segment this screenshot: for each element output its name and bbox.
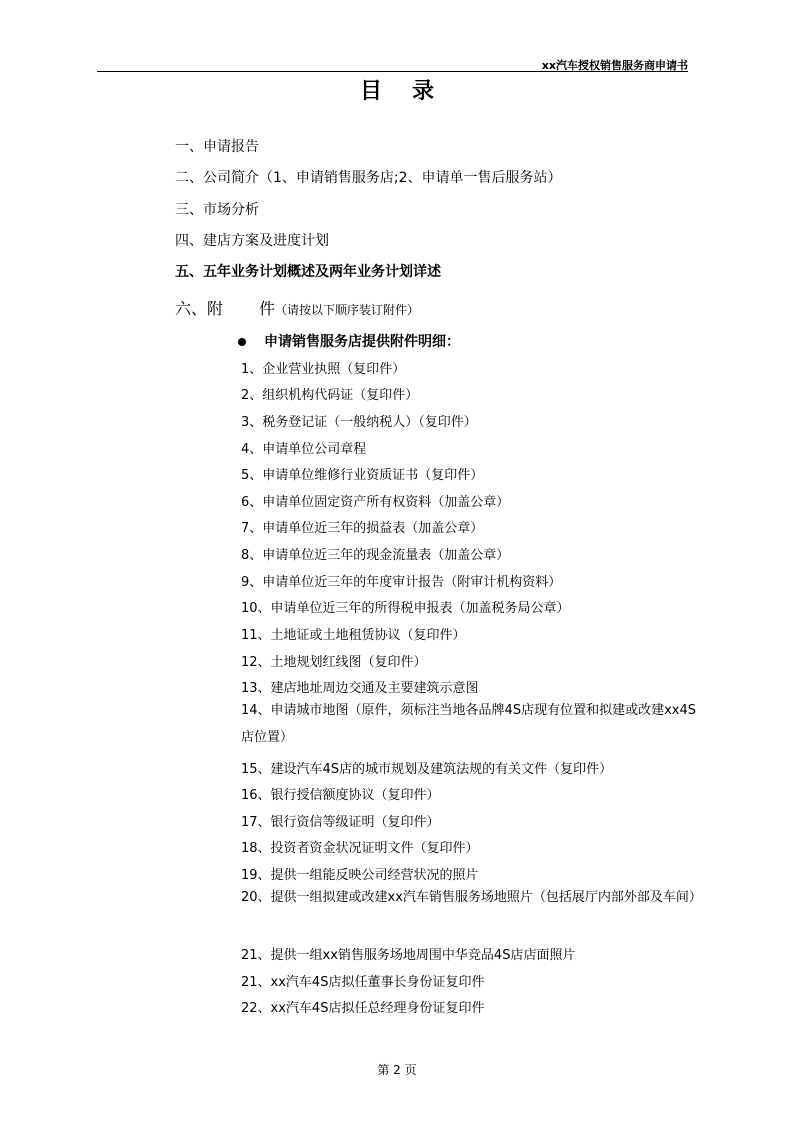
toc-item-5: 五、五年业务计划概述及两年业务计划详述	[175, 264, 441, 280]
attachment-list-heading	[236, 331, 460, 351]
attachment-item: 13、建店地址周边交通及主要建筑示意图	[241, 681, 479, 696]
toc-item-1: 一、申请报告	[175, 139, 259, 155]
bullet-icon	[238, 338, 246, 346]
attachment-item: 8、申请单位近三年的现金流量表（加盖公章）	[241, 548, 510, 563]
attachment-item: 3、税务登记证（一般纳税人）（复印件）	[241, 415, 477, 430]
attachment-item: 16、银行授信额度协议（复印件）	[241, 788, 440, 803]
attachment-item: 21、提供一组xx销售服务场地周围中华竞品4S店店面照片	[241, 948, 576, 963]
toc-item-6	[175, 296, 419, 319]
attachment-list-heading-text: 申请销售服务店提供附件明细：	[264, 334, 460, 350]
attachment-item: 1、企业营业执照（复印件）	[241, 362, 406, 377]
attachment-item: 15、建设汽车4S店的城市规划及建筑法规的有关文件（复印件）	[241, 762, 613, 777]
attachment-item: 20、提供一组拟建或改建xx汽车销售服务场地照片（包括展厅内部外部及车间）	[241, 890, 702, 905]
attachment-item: 2、组织机构代码证（复印件）	[241, 388, 419, 403]
attachment-item: 4、申请单位公司章程	[241, 442, 367, 457]
attachment-item: 12、土地规划红线图（复印件）	[241, 655, 427, 670]
attachment-item: 17、银行资信等级证明（复印件）	[241, 815, 440, 830]
section6-label-b: 件	[259, 299, 276, 318]
attachment-item: 19、提供一组能反映公司经营状况的照片	[241, 868, 479, 883]
attachment-item: 18、投资者资金状况证明文件（复印件）	[241, 841, 479, 856]
toc-item-2: 二、公司简介（1、申请销售服务店;2、申请单一售后服务站）	[175, 170, 562, 186]
running-header: xx汽车授权销售服务商申请书	[541, 59, 688, 72]
section6-note: （请按以下顺序装订附件）	[275, 303, 420, 317]
section6-label-a: 六、附	[175, 299, 224, 318]
attachment-item: 7、申请单位近三年的损益表（加盖公章）	[241, 521, 484, 536]
attachment-item: 10、申请单位近三年的所得税申报表（加盖税务局公章）	[241, 601, 570, 616]
toc-item-4: 四、建店方案及进度计划	[175, 233, 329, 249]
page-number: 第 2 页	[377, 1063, 417, 1077]
attachment-item: 11、土地证或土地租赁协议（复印件）	[241, 628, 466, 643]
header-rule	[97, 71, 688, 72]
attachment-item: 21、xx汽车4S店拟任董事长身份证复印件	[241, 975, 485, 990]
page-title: 目录	[359, 79, 464, 104]
attachment-item: 5、申请单位维修行业资质证书（复印件）	[241, 468, 484, 483]
attachment-item: 6、申请单位固定资产所有权资料（加盖公章）	[241, 495, 510, 510]
attachment-item: 22、xx汽车4S店拟任总经理身份证复印件	[241, 1001, 485, 1016]
toc-item-3: 三、市场分析	[175, 202, 259, 218]
attachment-item: 9、申请单位近三年的年度审计报告（附审计机构资料）	[241, 575, 562, 590]
attachment-item: 14、申请城市地图（原件，须标注当地各品牌4S店现有位置和拟建或改建xx4S店位置）	[241, 703, 696, 745]
